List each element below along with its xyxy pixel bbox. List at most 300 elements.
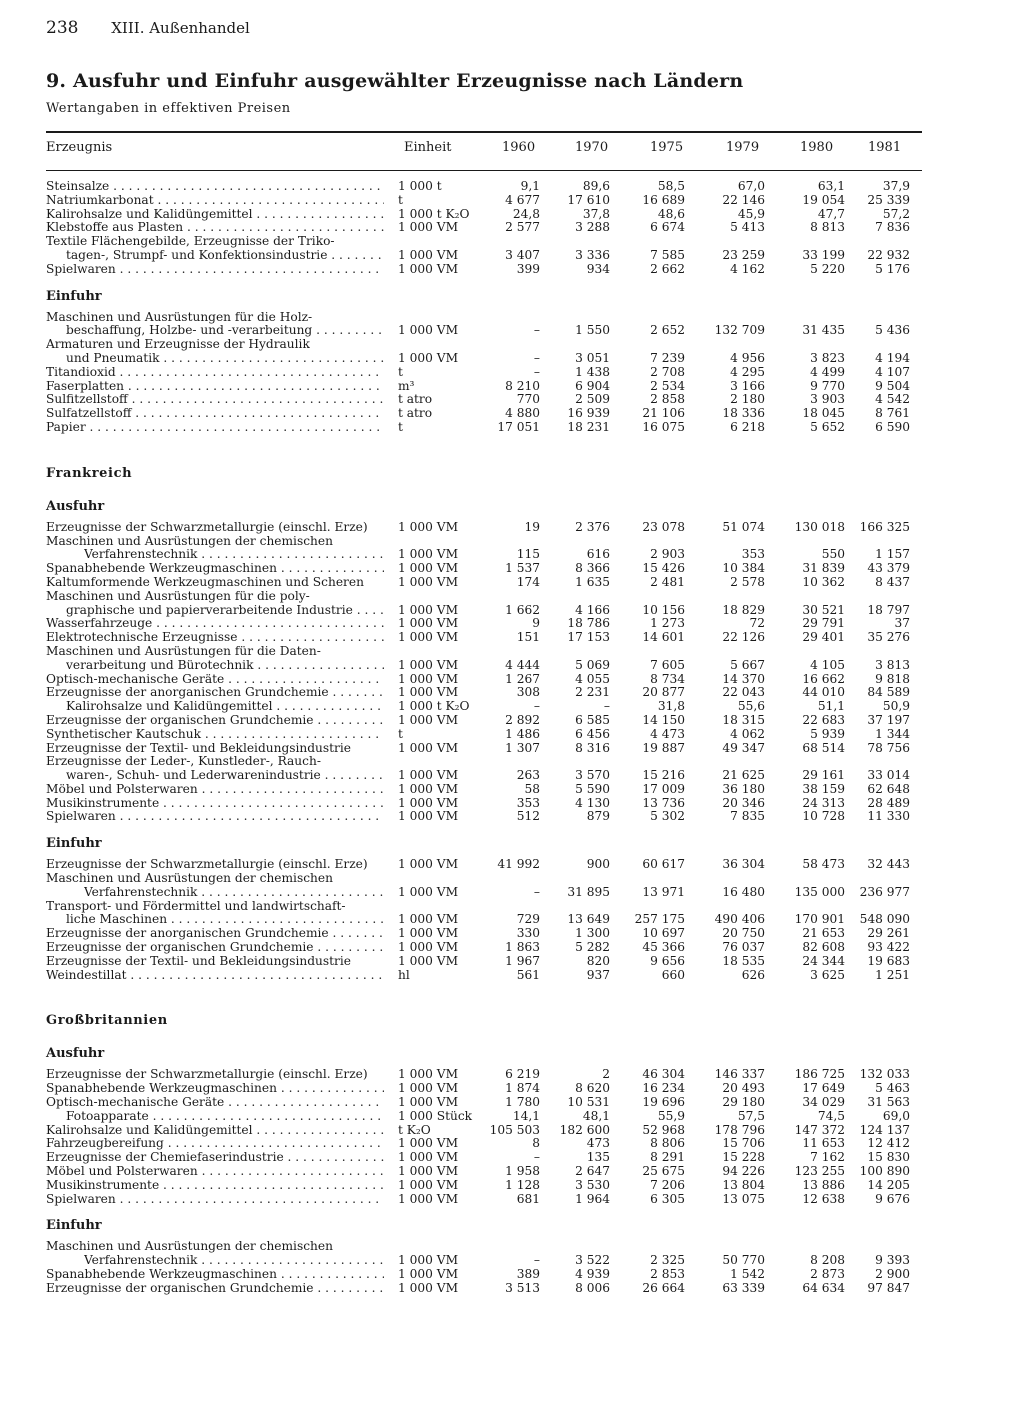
value-cell: 62 648 (867, 781, 910, 796)
value-cell: 36 180 (722, 781, 765, 796)
value-cell: 2 578 (730, 574, 765, 589)
row-label: Sulfatzellstoff . . . (46, 407, 384, 421)
row-unit: t atro (398, 392, 433, 407)
value-cell: 33 014 (867, 768, 910, 783)
row-label: Möbel und Polsterwaren . . . (46, 783, 384, 797)
value-cell: 257 175 (634, 912, 685, 927)
value-cell: 2 853 (650, 1267, 685, 1282)
value-cell: 29 401 (802, 630, 845, 645)
row-unit: 1 000 VM (398, 1267, 459, 1282)
value-cell: 3 051 (575, 350, 610, 365)
table-title: 9. Ausfuhr und Einfuhr ausgewählter Erzeugnisse nach Ländern (46, 70, 744, 92)
row-label: Optisch-mechanische Geräte . . . (46, 673, 384, 687)
row-label: Fotoapparate . . . (66, 1110, 384, 1124)
value-cell: 135 (586, 1150, 610, 1165)
value-cell: 18 336 (722, 406, 765, 421)
value-cell: 236 977 (859, 884, 910, 899)
table-row (0, 631, 1024, 645)
row-label: Papier . . . (46, 421, 384, 435)
table-row (0, 617, 1024, 631)
value-cell: 13 886 (802, 1177, 845, 1192)
table-top-rule (46, 131, 922, 133)
value-cell: 4 473 (650, 726, 685, 741)
value-cell: 35 276 (867, 630, 910, 645)
row-label: Kalirohsalze und Kalidüngemittel . . . (66, 700, 384, 714)
table-row (0, 235, 1024, 249)
row-unit: 1 000 VM (398, 1081, 459, 1096)
row-label: graphische und papierverarbeitende Industrie . . . (66, 604, 384, 618)
value-cell: 5 176 (875, 261, 910, 276)
value-cell: 78 756 (867, 740, 910, 755)
row-label: verarbeitung und Bürotechnik . . . (66, 659, 384, 673)
value-cell: 123 255 (794, 1164, 845, 1179)
table-row (0, 338, 1024, 352)
value-cell: 2 858 (650, 392, 685, 407)
value-cell: 25 339 (867, 192, 910, 207)
value-cell: 490 406 (714, 912, 765, 927)
row-unit: 1 000 VM (398, 519, 459, 534)
row-unit: 1 000 VM (398, 884, 459, 899)
table-row (0, 604, 1024, 618)
table-row (0, 221, 1024, 235)
value-cell: 48,6 (657, 206, 685, 221)
table-row (0, 576, 1024, 590)
table-row (0, 263, 1024, 277)
value-cell: 15 706 (722, 1136, 765, 1151)
value-cell: 616 (586, 547, 610, 562)
table-row (0, 659, 1024, 673)
table-row (0, 194, 1024, 208)
row-unit: 1 000 VM (398, 768, 459, 783)
row-unit: 1 000 VM (398, 926, 459, 941)
value-cell: – (533, 699, 540, 714)
value-cell: 3 823 (810, 350, 845, 365)
row-unit: 1 000 VM (398, 350, 459, 365)
value-cell: 548 090 (859, 912, 910, 927)
row-unit: 1 000 VM (398, 671, 459, 686)
value-cell: 31 435 (802, 323, 845, 338)
value-cell: 6 585 (575, 712, 610, 727)
row-label: Titandioxid . . . (46, 366, 384, 380)
value-cell: 4 105 (810, 657, 845, 672)
value-cell: 60 617 (642, 857, 685, 872)
row-label: Erzeugnisse der Schwarzmetallurgie (einschl. Erze) (46, 1068, 368, 1082)
table-row (0, 1193, 1024, 1207)
value-cell: 2 662 (650, 261, 685, 276)
row-label: Erzeugnisse der Textil- und Bekleidungsindustrie (46, 954, 351, 968)
row-label: Möbel und Polsterwaren . . . (46, 1165, 384, 1179)
table-row (0, 311, 1024, 325)
value-cell: 170 901 (794, 912, 845, 927)
value-cell: 24 344 (802, 953, 845, 968)
value-cell: 14 205 (867, 1177, 910, 1192)
table-row (0, 407, 1024, 421)
value-cell: 16 480 (722, 884, 765, 899)
row-unit: 1 000 VM (398, 1164, 459, 1179)
value-cell: 2 873 (810, 1267, 845, 1282)
value-cell: 89,6 (582, 179, 610, 193)
value-cell: 1 344 (875, 726, 910, 741)
row-unit: 1 000 VM (398, 953, 459, 968)
value-cell: 15 228 (722, 1150, 765, 1165)
row-unit: 1 000 t (398, 179, 442, 193)
value-cell: 174 (516, 574, 540, 589)
table-row (0, 728, 1024, 742)
value-cell: 57,5 (737, 1108, 765, 1123)
value-cell: 8 316 (575, 740, 610, 755)
row-label: Spanabhebende Werkzeugmaschinen . . . (46, 562, 384, 576)
row-unit: t (398, 192, 403, 207)
row-unit: 1 000 VM (398, 1095, 459, 1110)
value-cell: 2 509 (575, 392, 610, 407)
row-unit: 1 000 VM (398, 1191, 459, 1206)
row-unit: m³ (398, 378, 415, 393)
value-cell: 50 770 (722, 1253, 765, 1268)
table-row (0, 810, 1024, 824)
row-unit: 1 000 t K₂O (398, 206, 470, 221)
value-cell: 84 589 (867, 685, 910, 700)
table-row (0, 521, 1024, 535)
value-cell: 4 542 (875, 392, 910, 407)
value-cell: 64 634 (802, 1280, 845, 1295)
row-unit: 1 000 VM (398, 630, 459, 645)
row-label: Erzeugnisse der Chemiefaserindustrie . . . (46, 1151, 384, 1165)
spacer (0, 1302, 1024, 1316)
value-cell: 13 971 (642, 884, 685, 899)
value-cell: 14 370 (722, 671, 765, 686)
value-cell: 18 829 (722, 602, 765, 617)
value-cell: – (533, 364, 540, 379)
value-cell: 74,5 (817, 1108, 845, 1123)
row-unit: 1 000 VM (398, 809, 459, 824)
value-cell: 47,7 (817, 206, 845, 221)
country-heading: Frankreich (46, 465, 133, 481)
value-cell: 4 055 (575, 671, 610, 686)
value-cell: 4 880 (505, 406, 540, 421)
value-cell: 29 791 (802, 616, 845, 631)
value-cell: 1 267 (505, 671, 540, 686)
value-cell: 8 291 (650, 1150, 685, 1165)
table-row (0, 1282, 1024, 1296)
value-cell: 5 652 (810, 419, 845, 434)
row-label: Maschinen und Ausrüstungen der chemischen (46, 1240, 333, 1254)
value-cell: 660 (661, 967, 685, 982)
column-header-year: 1979 (726, 140, 760, 155)
row-label: Erzeugnisse der anorganischen Grundchemie . . . (46, 686, 384, 700)
row-label: Textile Flächengebilde, Erzeugnisse der Triko- (46, 235, 335, 249)
country-heading: Großbritannien (46, 1013, 168, 1029)
row-label: Spielwaren . . . (46, 263, 384, 277)
row-label: Spielwaren . . . (46, 1193, 384, 1207)
table-row (0, 941, 1024, 955)
value-cell: 115 (516, 547, 540, 562)
value-cell: 308 (516, 685, 540, 700)
value-cell: 8 620 (575, 1081, 610, 1096)
row-label: Musikinstrumente . . . (46, 797, 384, 811)
value-cell: 33 199 (802, 247, 845, 262)
row-label: Transport- und Fördermittel und landwirtschaft- (46, 899, 346, 913)
value-cell: 37 (894, 616, 910, 631)
value-cell: 55,6 (737, 699, 765, 714)
row-label: Steinsalze . . . (46, 180, 384, 194)
value-cell: 770 (516, 392, 540, 407)
value-cell: 3 288 (575, 220, 610, 235)
value-cell: 18 535 (722, 953, 765, 968)
value-cell: 9,1 (520, 179, 540, 193)
row-unit: 1 000 VM (398, 574, 459, 589)
value-cell: 12 412 (867, 1136, 910, 1151)
table-row (0, 366, 1024, 380)
row-label: Maschinen und Ausrüstungen der chemischen (46, 872, 333, 886)
value-cell: 23 259 (722, 247, 765, 262)
value-cell: 5 069 (575, 657, 610, 672)
value-cell: 3 522 (575, 1253, 610, 1268)
value-cell: 7 162 (810, 1150, 845, 1165)
value-cell: 11 653 (802, 1136, 845, 1151)
row-label: liche Maschinen . . . (66, 913, 384, 927)
table-subtitle: Wertangaben in effektiven Preisen (46, 101, 291, 116)
row-label: Spanabhebende Werkzeugmaschinen . . . (46, 1268, 384, 1282)
value-cell: 38 159 (802, 781, 845, 796)
table-row (0, 1110, 1024, 1124)
value-cell: 3 570 (575, 768, 610, 783)
value-cell: 4 194 (875, 350, 910, 365)
value-cell: 45,9 (737, 206, 765, 221)
value-cell: 45 366 (642, 940, 685, 955)
table-row (0, 421, 1024, 435)
value-cell: 7 585 (650, 247, 685, 262)
value-cell: 94 226 (722, 1164, 765, 1179)
row-label: Maschinen und Ausrüstungen für die Holz- (46, 310, 313, 324)
value-cell: 9 (532, 616, 540, 631)
row-unit: 1 000 VM (398, 261, 459, 276)
value-cell: 13 649 (567, 912, 610, 927)
value-cell: 57,2 (882, 206, 910, 221)
value-cell: 5 436 (875, 323, 910, 338)
value-cell: 36 304 (722, 857, 765, 872)
row-unit: t K₂O (398, 1122, 431, 1137)
row-label: Musikinstrumente . . . (46, 1179, 384, 1193)
value-cell: 6 305 (650, 1191, 685, 1206)
value-cell: 16 075 (642, 419, 685, 434)
value-cell: 19 696 (642, 1095, 685, 1110)
value-cell: – (533, 323, 540, 338)
value-cell: 1 438 (575, 364, 610, 379)
table-body (0, 180, 1024, 1316)
row-unit: 1 000 VM (398, 1067, 459, 1082)
value-cell: 1 967 (505, 953, 540, 968)
value-cell: 13 075 (722, 1191, 765, 1206)
row-label: Klebstoffe aus Plasten . . . (46, 221, 384, 235)
value-cell: 19 054 (802, 192, 845, 207)
value-cell: 14 601 (642, 630, 685, 645)
value-cell: 97 847 (867, 1280, 910, 1295)
table-row (0, 548, 1024, 562)
table-row (0, 393, 1024, 407)
value-cell: 353 (516, 795, 540, 810)
value-cell: 43 379 (867, 561, 910, 576)
column-header-erzeugnis: Erzeugnis (46, 140, 113, 155)
value-cell: 22 126 (722, 630, 765, 645)
table-row (0, 955, 1024, 969)
value-cell: 2 652 (650, 323, 685, 338)
value-cell: 49 347 (722, 740, 765, 755)
value-cell: 2 577 (505, 220, 540, 235)
value-cell: 16 689 (642, 192, 685, 207)
table-row (0, 535, 1024, 549)
value-cell: 6 590 (875, 419, 910, 434)
value-cell: 68 514 (802, 740, 845, 755)
row-unit: t atro (398, 406, 433, 421)
value-cell: 58 473 (802, 857, 845, 872)
value-cell: 25 675 (642, 1164, 685, 1179)
value-cell: 4 107 (875, 364, 910, 379)
value-cell: 182 600 (559, 1122, 610, 1137)
value-cell: 8 366 (575, 561, 610, 576)
table-row (0, 1179, 1024, 1193)
value-cell: 147 372 (794, 1122, 845, 1137)
value-cell: 937 (586, 967, 610, 982)
value-cell: 22 932 (867, 247, 910, 262)
table-row (0, 783, 1024, 797)
value-cell: 7 605 (650, 657, 685, 672)
value-cell: 9 393 (875, 1253, 910, 1268)
value-cell: 3 625 (810, 967, 845, 982)
value-cell: 263 (516, 768, 540, 783)
value-cell: 1 307 (505, 740, 540, 755)
table-row (0, 590, 1024, 604)
row-unit: 1 000 VM (398, 781, 459, 796)
value-cell: 4 166 (575, 602, 610, 617)
value-cell: 146 337 (714, 1067, 765, 1082)
value-cell: 63 339 (722, 1280, 765, 1295)
value-cell: 5 302 (650, 809, 685, 824)
value-cell: 4 939 (575, 1267, 610, 1282)
value-cell: 37,8 (582, 206, 610, 221)
row-unit: 1 000 VM (398, 740, 459, 755)
column-header-year: 1980 (800, 140, 834, 155)
value-cell: 18 797 (867, 602, 910, 617)
row-label: waren-, Schuh- und Lederwarenindustrie . . . (66, 769, 384, 783)
row-label: Maschinen und Ausrüstungen der chemischen (46, 534, 333, 548)
value-cell: 63,1 (817, 179, 845, 193)
value-cell: 2 180 (730, 392, 765, 407)
value-cell: 7 835 (730, 809, 765, 824)
table-row (0, 686, 1024, 700)
value-cell: 105 503 (489, 1122, 540, 1137)
value-cell: 1 780 (505, 1095, 540, 1110)
table-row (0, 1068, 1024, 1082)
spacer (0, 988, 1024, 1002)
row-label: und Pneumatik . . . (66, 352, 384, 366)
value-cell: 51,1 (817, 699, 845, 714)
row-label: Verfahrenstechnik . . . (84, 1254, 384, 1268)
table-row (0, 1268, 1024, 1282)
table-row (0, 913, 1024, 927)
value-cell: 900 (586, 857, 610, 872)
value-cell: 5 939 (810, 726, 845, 741)
table-row (0, 858, 1024, 872)
value-cell: 48,1 (582, 1108, 610, 1123)
value-cell: 4 062 (730, 726, 765, 741)
value-cell: 5 282 (575, 940, 610, 955)
table-row (0, 900, 1024, 914)
flow-heading: Ausfuhr (46, 1046, 105, 1062)
value-cell: 52 968 (642, 1122, 685, 1137)
value-cell: 19 887 (642, 740, 685, 755)
value-cell: 151 (516, 630, 540, 645)
row-label: Natriumkarbonat . . . (46, 194, 384, 208)
row-unit: 1 000 VM (398, 220, 459, 235)
value-cell: 31 563 (867, 1095, 910, 1110)
table-row (0, 324, 1024, 338)
row-label: Elektrotechnische Erzeugnisse . . . (46, 631, 384, 645)
table-row (0, 872, 1024, 886)
flow-heading: Ausfuhr (46, 498, 105, 514)
table-row (0, 1137, 1024, 1151)
row-unit: 1 000 VM (398, 940, 459, 955)
value-cell: 2 534 (650, 378, 685, 393)
row-label: tagen-, Strumpf- und Konfektionsindustrie . . . (66, 249, 384, 263)
value-cell: 3 407 (505, 247, 540, 262)
value-cell: 17 610 (567, 192, 610, 207)
value-cell: 12 638 (802, 1191, 845, 1206)
value-cell: 18 045 (802, 406, 845, 421)
value-cell: 130 018 (794, 519, 845, 534)
value-cell: 4 499 (810, 364, 845, 379)
value-cell: 24 313 (802, 795, 845, 810)
row-label: Kalirohsalze und Kalidüngemittel . . . (46, 1124, 384, 1138)
table-row (0, 1151, 1024, 1165)
column-header-year: 1975 (650, 140, 684, 155)
value-cell: 10 531 (567, 1095, 610, 1110)
value-cell: 2 708 (650, 364, 685, 379)
value-cell: 31,8 (657, 699, 685, 714)
row-label: Armaturen und Erzeugnisse der Hydraulik (46, 338, 310, 352)
value-cell: 1 537 (505, 561, 540, 576)
value-cell: 15 426 (642, 561, 685, 576)
value-cell: 13 736 (642, 795, 685, 810)
value-cell: 178 796 (714, 1122, 765, 1137)
row-unit: 1 000 VM (398, 247, 459, 262)
value-cell: 5 463 (875, 1081, 910, 1096)
value-cell: 8 761 (875, 406, 910, 421)
value-cell: 17 009 (642, 781, 685, 796)
row-unit: 1 000 Stück (398, 1108, 473, 1123)
value-cell: 10 728 (802, 809, 845, 824)
value-cell: 93 422 (867, 940, 910, 955)
value-cell: 16 234 (642, 1081, 685, 1096)
row-unit: 1 000 VM (398, 1253, 459, 1268)
value-cell: 5 590 (575, 781, 610, 796)
table-row (0, 673, 1024, 687)
table-row (0, 1240, 1024, 1254)
table-row (0, 714, 1024, 728)
value-cell: 1 486 (505, 726, 540, 741)
value-cell: – (533, 1253, 540, 1268)
value-cell: 1 863 (505, 940, 540, 955)
row-unit: 1 000 VM (398, 602, 459, 617)
row-unit: 1 000 VM (398, 616, 459, 631)
row-label: Erzeugnisse der organischen Grundchemie . . . (46, 714, 384, 728)
value-cell: 9 504 (875, 378, 910, 393)
value-cell: 6 456 (575, 726, 610, 741)
value-cell: 8 437 (875, 574, 910, 589)
row-label: Erzeugnisse der Schwarzmetallurgie (einschl. Erze) (46, 858, 368, 872)
value-cell: 21 653 (802, 926, 845, 941)
value-cell: 10 697 (642, 926, 685, 941)
value-cell: 561 (516, 967, 540, 982)
